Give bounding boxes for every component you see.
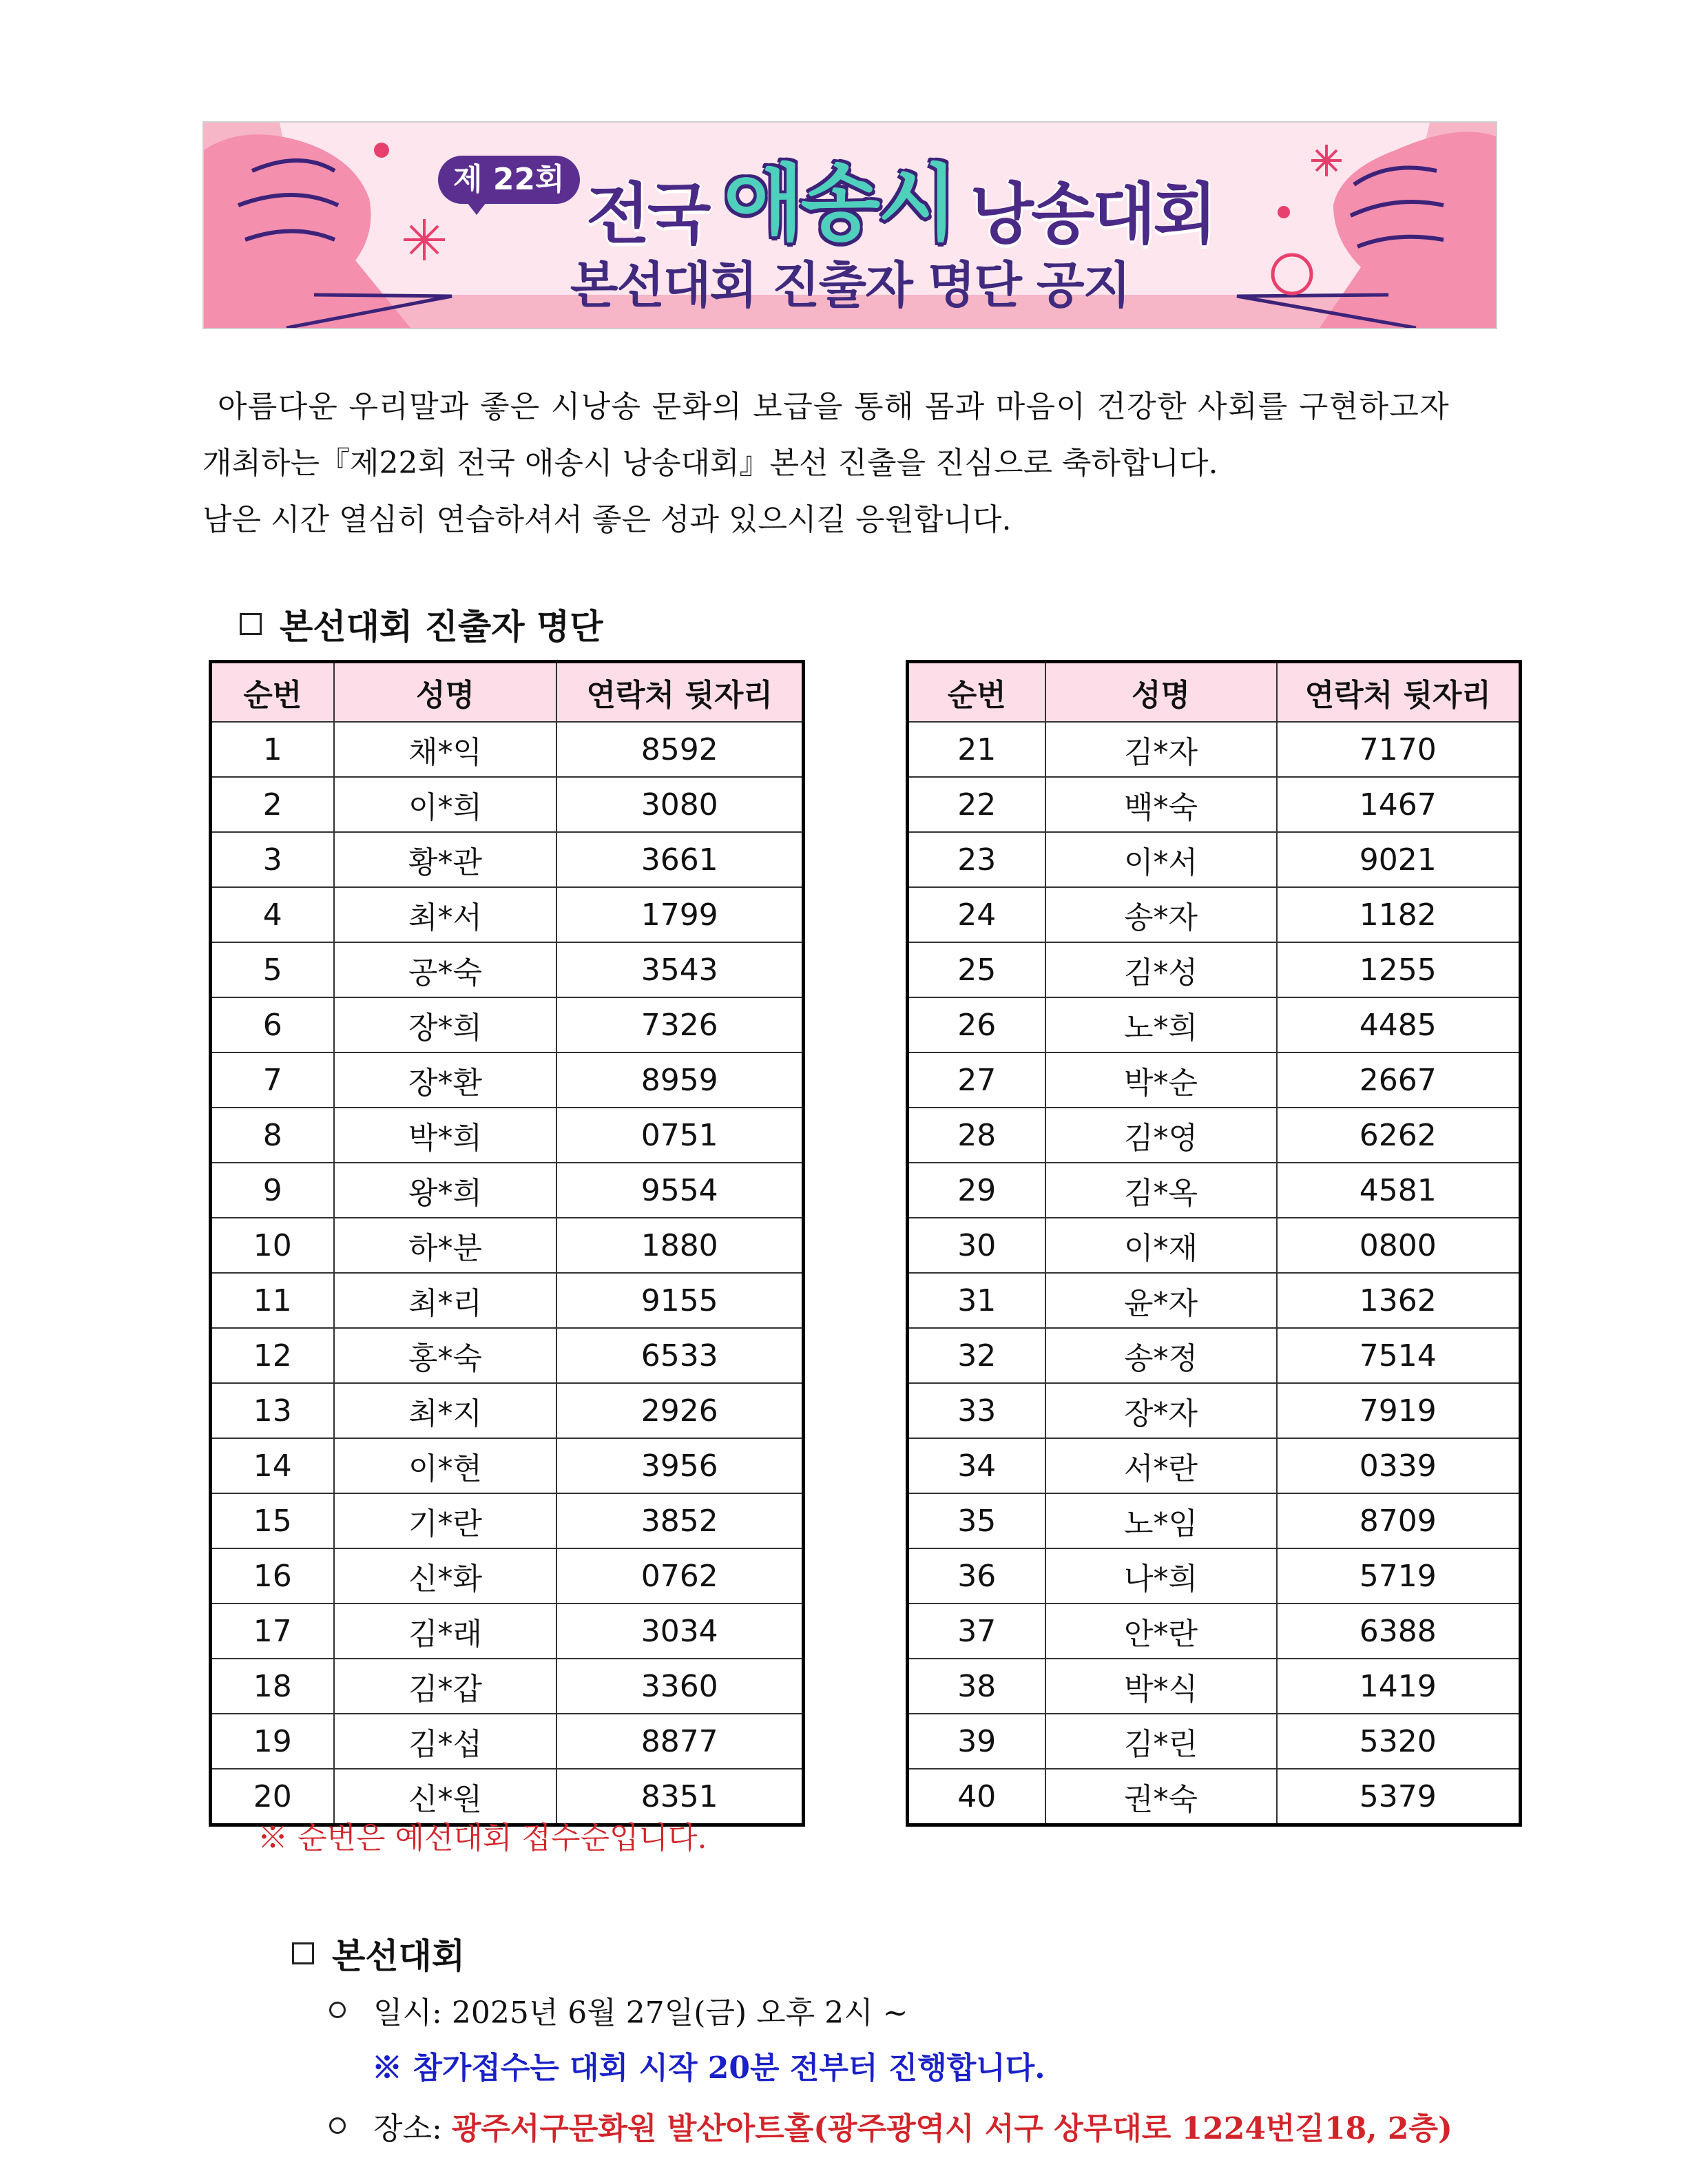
name-cell: 왕*희 — [334, 1163, 557, 1218]
phone-cell: 0762 — [556, 1548, 803, 1604]
table-row — [211, 1052, 804, 1108]
name-cell: 김*영 — [1045, 1108, 1277, 1163]
table-row — [908, 1438, 1521, 1493]
column-header-number: 순번 — [211, 662, 334, 723]
table-row — [908, 942, 1521, 997]
banner-title — [586, 138, 1214, 256]
table-row — [908, 1769, 1521, 1825]
number-cell: 39 — [908, 1714, 1045, 1769]
phone-cell: 7170 — [1277, 722, 1521, 777]
sparkle-dot — [1278, 206, 1290, 218]
number-cell: 25 — [908, 942, 1045, 997]
number-cell: 29 — [908, 1163, 1045, 1218]
name-cell: 송*자 — [1045, 887, 1277, 942]
phone-cell: 9021 — [1277, 832, 1521, 887]
table-row — [908, 722, 1521, 777]
name-cell: 이*재 — [1045, 1218, 1277, 1273]
name-cell: 노*희 — [1045, 997, 1277, 1052]
intro-line: 개최하는『제22회 전국 애송시 낭송대회』본선 진출을 진심으로 축하합니다. — [202, 446, 1218, 481]
number-cell: 16 — [211, 1548, 334, 1604]
name-cell: 안*란 — [1045, 1604, 1277, 1659]
table-row — [908, 1163, 1521, 1218]
column-header-number: 순번 — [908, 662, 1045, 723]
name-cell: 이*현 — [334, 1438, 557, 1493]
name-cell: 신*원 — [334, 1769, 557, 1825]
checkin-note: ※ 참가접수는 대회 시작 20분 전부터 진행합니다. — [372, 2051, 1045, 2086]
name-cell: 황*관 — [334, 832, 557, 887]
number-cell: 33 — [908, 1383, 1045, 1438]
venue-label: 장소: — [373, 2111, 442, 2146]
phone-cell: 0339 — [1277, 1438, 1521, 1493]
phone-cell: 3360 — [556, 1659, 803, 1714]
number-cell: 28 — [908, 1108, 1045, 1163]
table-row — [908, 777, 1521, 832]
finalists-heading-text: 본선대회 진출자 명단 — [280, 607, 603, 647]
number-cell: 36 — [908, 1548, 1045, 1604]
phone-cell: 8592 — [556, 722, 803, 777]
table-row — [211, 1604, 804, 1659]
table-row — [211, 1328, 804, 1383]
phone-cell: 7919 — [1277, 1383, 1521, 1438]
checkbox-square-icon — [240, 613, 262, 635]
column-header-phone: 연락처 뒷자리 — [556, 662, 803, 723]
table-header-row — [908, 662, 1521, 723]
number-cell: 8 — [211, 1108, 334, 1163]
name-cell: 박*순 — [1045, 1052, 1277, 1108]
number-cell: 40 — [908, 1769, 1045, 1825]
name-cell: 장*희 — [334, 997, 557, 1052]
phone-cell: 3543 — [556, 942, 803, 997]
number-cell: 10 — [211, 1218, 334, 1273]
phone-cell: 1182 — [1277, 887, 1521, 942]
number-cell: 27 — [908, 1052, 1045, 1108]
name-cell: 백*숙 — [1045, 777, 1277, 832]
name-cell: 김*래 — [334, 1604, 557, 1659]
number-cell: 5 — [211, 942, 334, 997]
phone-cell: 0800 — [1277, 1218, 1521, 1273]
phone-cell: 8959 — [556, 1052, 803, 1108]
table-row — [211, 887, 804, 942]
phone-cell: 1467 — [1277, 777, 1521, 832]
table-row — [211, 1659, 804, 1714]
table-row — [211, 1163, 804, 1218]
phone-cell: 3080 — [556, 777, 803, 832]
circle-bullet-icon — [329, 2002, 346, 2018]
phone-cell: 1255 — [1277, 942, 1521, 997]
phone-cell: 3852 — [556, 1493, 803, 1548]
table-row — [908, 1273, 1521, 1328]
finals-heading-text: 본선대회 — [332, 1936, 466, 1976]
table-row — [211, 1218, 804, 1273]
table-row — [908, 1548, 1521, 1604]
banner-title-accent: 애송시 — [723, 156, 955, 252]
table-row — [908, 1108, 1521, 1163]
name-cell: 김*옥 — [1045, 1163, 1277, 1218]
table-row — [908, 1659, 1521, 1714]
finals-date — [329, 1988, 908, 2032]
phone-cell: 0751 — [556, 1108, 803, 1163]
name-cell: 하*분 — [334, 1218, 557, 1273]
name-cell: 장*자 — [1045, 1383, 1277, 1438]
table-row — [211, 777, 804, 832]
name-cell: 이*희 — [334, 777, 557, 832]
number-cell: 1 — [211, 722, 334, 777]
number-cell: 21 — [908, 722, 1045, 777]
name-cell: 나*희 — [1045, 1548, 1277, 1604]
name-cell: 김*갑 — [334, 1659, 557, 1714]
phone-cell: 2926 — [556, 1383, 803, 1438]
number-cell: 13 — [211, 1383, 334, 1438]
phone-cell: 8709 — [1277, 1493, 1521, 1548]
name-cell: 박*희 — [334, 1108, 557, 1163]
finals-heading — [292, 1929, 465, 1978]
intro-line: 남은 시간 열심히 연습하셔서 좋은 성과 있으시길 응원합니다. — [202, 502, 1012, 537]
finalists-heading — [240, 599, 603, 649]
table-row — [211, 942, 804, 997]
date-value: 2025년 6월 27일(금) 오후 2시 ~ — [451, 1995, 908, 2031]
table-row — [211, 832, 804, 887]
banner-title-left: 전국 — [586, 176, 709, 253]
phone-cell: 5719 — [1277, 1548, 1521, 1604]
name-cell: 김*자 — [1045, 722, 1277, 777]
table-row — [908, 832, 1521, 887]
venue-value: 광주서구문화원 발산아트홀(광주광역시 서구 상무대로 1224번길18, 2층) — [451, 2111, 1452, 2146]
phone-cell: 3661 — [556, 832, 803, 887]
name-cell: 김*성 — [1045, 942, 1277, 997]
table-row — [211, 1438, 804, 1493]
phone-cell: 9554 — [556, 1163, 803, 1218]
name-cell: 최*지 — [334, 1383, 557, 1438]
table-row — [908, 1328, 1521, 1383]
table-row — [211, 1383, 804, 1438]
table-row — [908, 1604, 1521, 1659]
finalists-table-right — [906, 660, 1522, 1827]
phone-cell: 3034 — [556, 1604, 803, 1659]
table-header-row — [211, 662, 804, 723]
order-note: ※ 순번은 예선대회 접수순입니다. — [258, 1820, 707, 1856]
phone-cell: 1419 — [1277, 1659, 1521, 1714]
phone-cell: 7514 — [1277, 1328, 1521, 1383]
phone-cell: 1880 — [556, 1218, 803, 1273]
column-header-phone: 연락처 뒷자리 — [1277, 662, 1521, 723]
number-cell: 18 — [211, 1659, 334, 1714]
phone-cell: 1362 — [1277, 1273, 1521, 1328]
number-cell: 9 — [211, 1163, 334, 1218]
phone-cell: 1799 — [556, 887, 803, 942]
name-cell: 공*숙 — [334, 942, 557, 997]
number-cell: 20 — [211, 1769, 334, 1825]
name-cell: 신*화 — [334, 1548, 557, 1604]
phone-cell: 6262 — [1277, 1108, 1521, 1163]
banner-subtitle: 본선대회 진출자 명단 공지 — [570, 256, 1130, 314]
number-cell: 31 — [908, 1273, 1045, 1328]
name-cell: 박*식 — [1045, 1659, 1277, 1714]
table-row — [211, 997, 804, 1052]
phone-cell: 3956 — [556, 1438, 803, 1493]
number-cell: 19 — [211, 1714, 334, 1769]
number-cell: 26 — [908, 997, 1045, 1052]
number-cell: 34 — [908, 1438, 1045, 1493]
phone-cell: 7326 — [556, 997, 803, 1052]
number-cell: 22 — [908, 777, 1045, 832]
event-banner — [202, 121, 1497, 329]
edition-badge: 제 22회 — [438, 156, 580, 204]
number-cell: 24 — [908, 887, 1045, 942]
name-cell: 송*정 — [1045, 1328, 1277, 1383]
phone-cell: 4485 — [1277, 997, 1521, 1052]
finals-venue — [329, 2104, 1452, 2148]
name-cell: 윤*자 — [1045, 1273, 1277, 1328]
number-cell: 32 — [908, 1328, 1045, 1383]
number-cell: 12 — [211, 1328, 334, 1383]
name-cell: 최*서 — [334, 887, 557, 942]
table-row — [211, 1493, 804, 1548]
number-cell: 30 — [908, 1218, 1045, 1273]
number-cell: 7 — [211, 1052, 334, 1108]
name-cell: 최*리 — [334, 1273, 557, 1328]
name-cell: 김*린 — [1045, 1714, 1277, 1769]
phone-cell: 4581 — [1277, 1163, 1521, 1218]
table-row — [908, 1052, 1521, 1108]
table-row — [211, 1548, 804, 1604]
name-cell: 서*란 — [1045, 1438, 1277, 1493]
number-cell: 35 — [908, 1493, 1045, 1548]
table-row — [908, 1493, 1521, 1548]
table-row — [211, 1714, 804, 1769]
number-cell: 14 — [211, 1438, 334, 1493]
circle-bullet-icon — [329, 2117, 346, 2134]
number-cell: 38 — [908, 1659, 1045, 1714]
phone-cell: 8877 — [556, 1714, 803, 1769]
phone-cell: 2667 — [1277, 1052, 1521, 1108]
name-cell: 권*숙 — [1045, 1769, 1277, 1825]
checkbox-square-icon — [292, 1942, 314, 1964]
intro-line: 아름다운 우리말과 좋은 시낭송 문화의 보급을 통해 몸과 마음이 건강한 사회를 구현하고자 — [218, 389, 1450, 424]
table-row — [908, 887, 1521, 942]
date-label: 일시: — [373, 1995, 442, 2031]
number-cell: 15 — [211, 1493, 334, 1548]
phone-cell: 8351 — [556, 1769, 803, 1825]
name-cell: 이*서 — [1045, 832, 1277, 887]
table-row — [908, 1714, 1521, 1769]
number-cell: 2 — [211, 777, 334, 832]
table-row — [211, 1273, 804, 1328]
number-cell: 6 — [211, 997, 334, 1052]
name-cell: 김*섭 — [334, 1714, 557, 1769]
number-cell: 11 — [211, 1273, 334, 1328]
table-row — [211, 722, 804, 777]
name-cell: 홍*숙 — [334, 1328, 557, 1383]
column-header-name: 성명 — [334, 662, 557, 723]
intro-paragraph — [202, 379, 1497, 548]
phone-cell: 5379 — [1277, 1769, 1521, 1825]
number-cell: 3 — [211, 832, 334, 887]
name-cell: 노*임 — [1045, 1493, 1277, 1548]
finalists-table-left — [209, 660, 805, 1827]
name-cell: 채*익 — [334, 722, 557, 777]
table-row — [908, 1383, 1521, 1438]
sparkle-dot — [374, 143, 389, 158]
banner-title-right: 낭송대회 — [970, 176, 1215, 253]
table-row — [211, 1108, 804, 1163]
table-row — [908, 997, 1521, 1052]
name-cell: 장*환 — [334, 1052, 557, 1108]
number-cell: 37 — [908, 1604, 1045, 1659]
phone-cell: 9155 — [556, 1273, 803, 1328]
number-cell: 4 — [211, 887, 334, 942]
phone-cell: 6533 — [556, 1328, 803, 1383]
name-cell: 기*란 — [334, 1493, 557, 1548]
number-cell: 23 — [908, 832, 1045, 887]
table-row — [908, 1218, 1521, 1273]
column-header-name: 성명 — [1045, 662, 1277, 723]
number-cell: 17 — [211, 1604, 334, 1659]
phone-cell: 6388 — [1277, 1604, 1521, 1659]
phone-cell: 5320 — [1277, 1714, 1521, 1769]
